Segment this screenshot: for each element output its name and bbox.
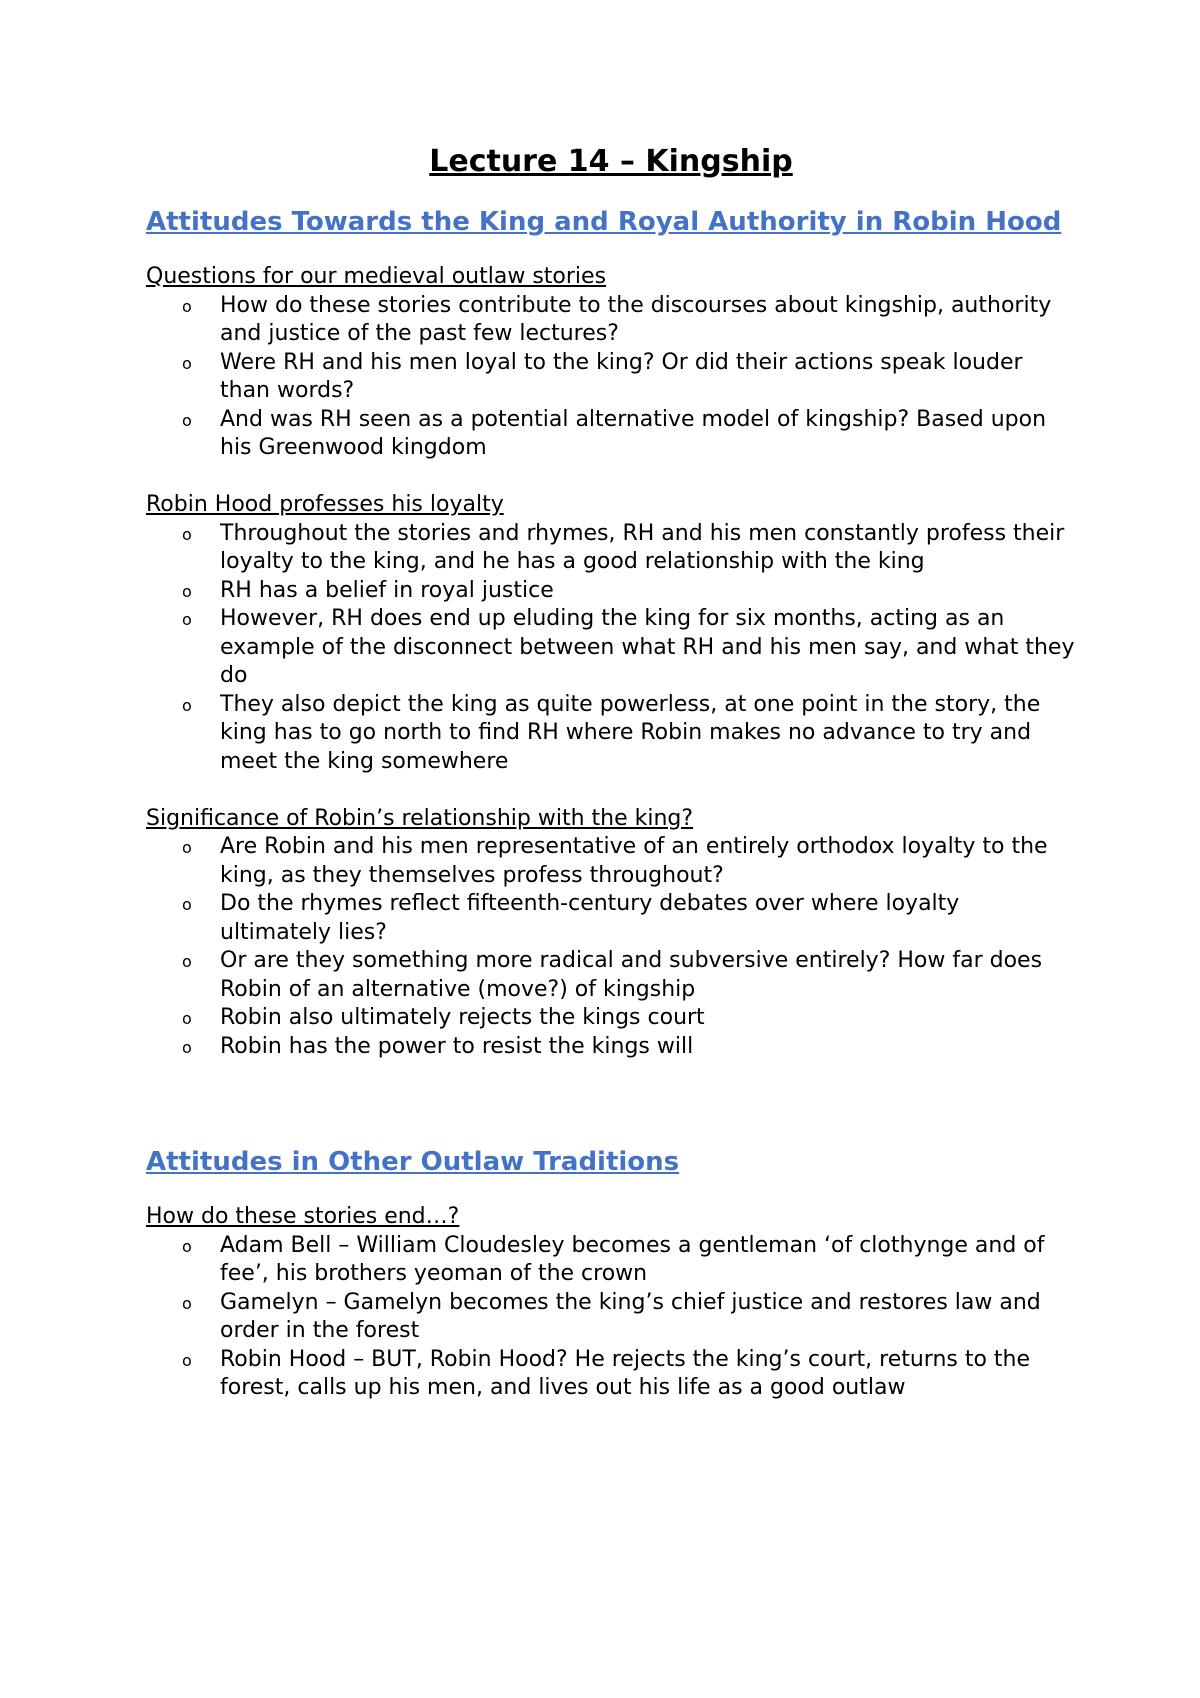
subsection-endings (146, 1203, 1076, 1403)
bullet-text: Were RH and his men loyal to the king? Or did their actions speak louder than words? (220, 349, 1023, 403)
list-item (146, 890, 1076, 947)
bullet-marker: o (182, 296, 192, 316)
bullet-marker: o (182, 1236, 192, 1256)
bullet-marker: o (182, 1350, 192, 1370)
bullet-marker: o (182, 581, 192, 601)
subsection-significance (146, 805, 1076, 1062)
spacer (146, 776, 1076, 805)
list-item (146, 1232, 1076, 1289)
list-item (146, 605, 1076, 691)
bullet-marker: o (182, 1037, 192, 1057)
bullet-marker: o (182, 524, 192, 544)
list-item (146, 1033, 1076, 1062)
bullet-text: Throughout the stories and rhymes, RH and his men constantly profess their loyalty to the king, and he has a good relationship with the king (220, 520, 1065, 574)
bullet-list (146, 520, 1076, 777)
bullet-marker: o (182, 695, 192, 715)
bullet-list (146, 1232, 1076, 1403)
bullet-text: However, RH does end up eluding the king for six months, acting as an example of the disconnect between what RH and his men say, and what they do (220, 606, 1075, 688)
list-item (146, 349, 1076, 406)
bullet-text: And was RH seen as a potential alternative model of kingship? Based upon his Greenwood kingdom (220, 406, 1047, 460)
bullet-marker: o (182, 1009, 192, 1028)
bullet-text: Robin Hood – BUT, Robin Hood? He rejects the king’s court, returns to the forest, calls up his men, and lives out his life as a good outlaw (220, 1346, 1031, 1400)
bullet-marker: o (182, 838, 192, 857)
bullet-marker: o (182, 895, 192, 914)
bullet-text: Or are they something more radical and subversive entirely? How far does Robin of an alternative (move?) of kingship (220, 948, 1043, 1002)
bullet-text: RH has a belief in royal justice (220, 577, 554, 603)
bullet-text: Adam Bell – William Cloudesley becomes a gentleman ‘of clothynge and of fee’, his brothers yeoman of the crown (220, 1232, 1045, 1286)
list-item (146, 1004, 1076, 1033)
bullet-list (146, 292, 1076, 463)
page-title: Lecture 14 – Kingship (429, 144, 793, 179)
bullet-text: They also depict the king as quite powerless, at one point in the story, the king has to go north to find RH where Robin makes no advance to try and meet the king somewhere (220, 691, 1041, 774)
bullet-text: Do the rhymes reflect fifteenth-century debates over where loyalty ultimately lies? (220, 891, 960, 945)
list-item (146, 520, 1076, 577)
bullet-text: Robin has the power to resist the kings will (220, 1033, 694, 1059)
spacer (146, 463, 1076, 492)
subheading-questions: Questions for our medieval outlaw stories (146, 264, 607, 289)
subsection-loyalty (146, 491, 1076, 776)
section-heading-royal-authority: Attitudes Towards the King and Royal Authority in Robin Hood (146, 207, 1062, 237)
spacer (146, 1061, 1076, 1146)
list-item (146, 691, 1076, 777)
list-item (146, 1289, 1076, 1346)
bullet-marker: o (182, 353, 192, 373)
document-page (146, 140, 1076, 1403)
section-heading-other-traditions: Attitudes in Other Outlaw Traditions (146, 1147, 680, 1177)
bullet-list (146, 833, 1076, 1061)
bullet-marker: o (182, 1293, 192, 1313)
list-item (146, 577, 1076, 606)
subheading-significance: Significance of Robin’s relationship with the king? (146, 805, 694, 831)
subheading-endings: How do these stories end…? (146, 1204, 460, 1229)
list-item (146, 406, 1076, 463)
bullet-marker: o (182, 952, 192, 971)
subsection-questions (146, 263, 1076, 463)
bullet-text: How do these stories contribute to the discourses about kingship, authority and justice of the past few lectures? (220, 292, 1052, 346)
bullet-marker: o (182, 610, 192, 629)
subheading-loyalty: Robin Hood professes his loyalty (146, 492, 504, 517)
bullet-text: Are Robin and his men representative of an entirely orthodox loyalty to the king, as they themselves profess throughout? (220, 834, 1048, 888)
bullet-text: Gamelyn – Gamelyn becomes the king’s chief justice and restores law and order in the forest (220, 1289, 1041, 1343)
list-item (146, 833, 1076, 890)
list-item (146, 292, 1076, 349)
bullet-marker: o (182, 410, 192, 430)
bullet-text: Robin also ultimately rejects the kings court (220, 1005, 705, 1030)
list-item (146, 1346, 1076, 1403)
list-item (146, 947, 1076, 1004)
